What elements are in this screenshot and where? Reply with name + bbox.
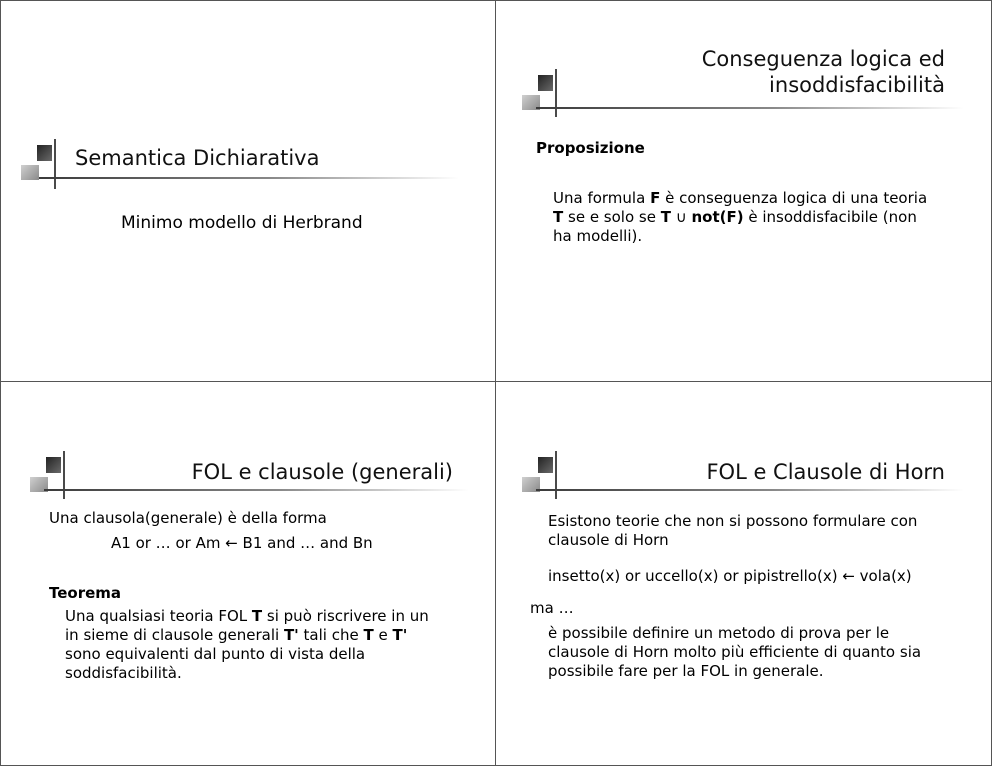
text-line: sono equivalenti dal punto di vista della	[65, 645, 366, 663]
text-line: in sieme di clausole generali T' tali che T e T'	[65, 626, 408, 644]
text-line: Una clausola(generale) è della forma	[49, 509, 327, 527]
title-line-1: Conseguenza logica ed	[701, 47, 945, 71]
slide-3	[1, 383, 495, 763]
section-heading: Proposizione	[536, 139, 645, 157]
text-line: possibile fare per la FOL in generale.	[548, 662, 824, 680]
theorem-text	[65, 607, 485, 683]
slide-title: FOL e Clausole di Horn	[706, 460, 945, 484]
clause-form: A1 or … or Am ← B1 and … and Bn	[111, 534, 373, 552]
intro-text	[548, 512, 968, 550]
conclusion-text	[548, 624, 968, 681]
example-clause: insetto(x) or uccello(x) or pipistrello(x) ← vola(x)	[548, 567, 912, 585]
text-line: ha modelli).	[553, 227, 643, 245]
text-line: è possibile definire un metodo di prova per le	[548, 624, 890, 642]
slide-title: FOL e clausole (generali)	[191, 460, 453, 484]
text-line: clausole di Horn	[548, 531, 669, 549]
text-line: soddisfacibilità.	[65, 664, 182, 682]
slide-1	[1, 1, 495, 381]
section-heading: Teorema	[49, 584, 122, 602]
text-line: Una formula F è conseguenza logica di una teoria	[553, 189, 928, 207]
slide-title	[645, 46, 945, 98]
vertical-divider	[495, 0, 496, 766]
slide-subtitle: Minimo modello di Herbrand	[121, 213, 363, 233]
text-line: clausole di Horn molto più efficiente di quanto sia	[548, 643, 922, 661]
horizontal-divider	[0, 381, 992, 382]
proposition-text	[553, 189, 973, 246]
slide-4	[497, 383, 991, 763]
slide-title: Semantica Dichiarativa	[75, 146, 320, 170]
title-line-2: insoddisfacibilità	[769, 73, 945, 97]
text-line: Una qualsiasi teoria FOL T si può riscrivere in un	[65, 607, 429, 625]
text-line: ma …	[530, 599, 574, 617]
slide-2	[497, 1, 991, 381]
text-line: T se e solo se T ∪ not(F) è insoddisfacibile (non	[553, 208, 917, 226]
text-line: Esistono teorie che non si possono formulare con	[548, 512, 918, 530]
